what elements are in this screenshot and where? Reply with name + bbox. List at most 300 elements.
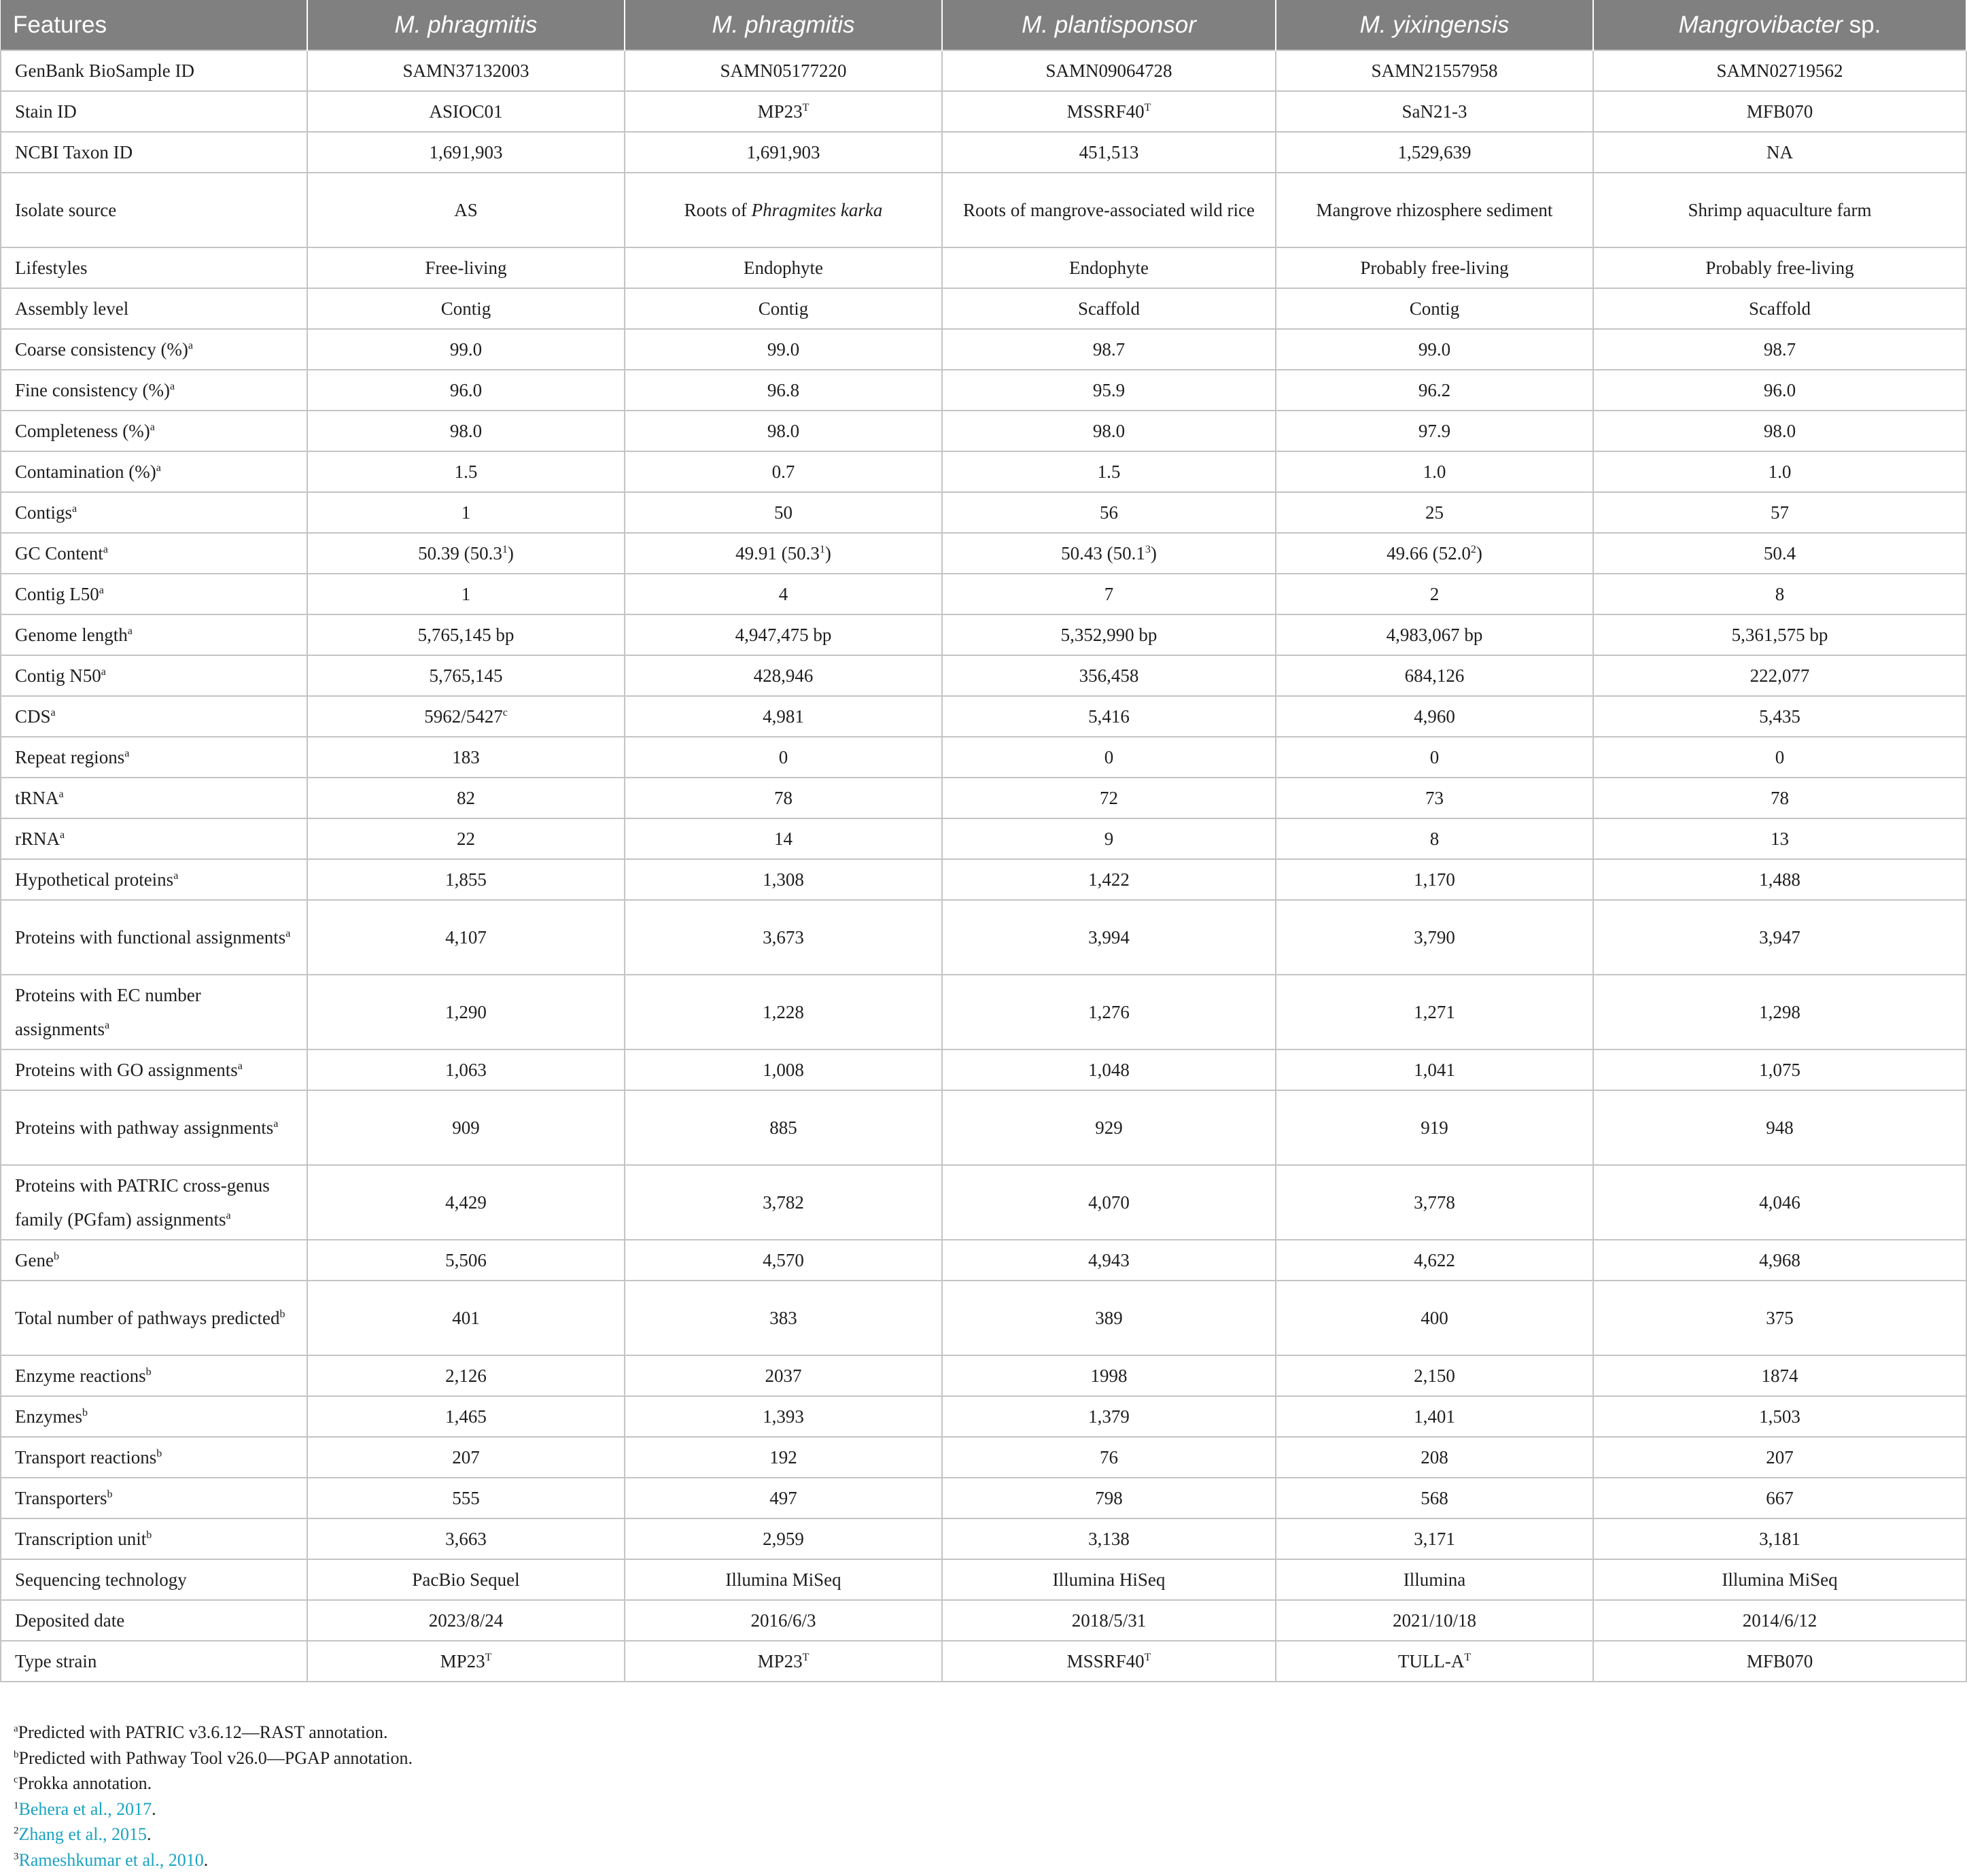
table-cell xyxy=(1593,1090,1966,1165)
footnote-marker: c xyxy=(14,1774,18,1786)
footnote-marker: 2 xyxy=(14,1825,19,1837)
row-label xyxy=(1,818,307,859)
table-cell xyxy=(1593,975,1966,1049)
cell-value: Roots of mangrove-associated wild rice xyxy=(963,200,1255,220)
table-cell xyxy=(1593,329,1966,370)
footnote-mark: a xyxy=(60,829,65,841)
cell-value: 1 xyxy=(461,502,471,523)
table-cell xyxy=(307,329,625,370)
cell-value: 383 xyxy=(769,1308,797,1328)
cell-value: 497 xyxy=(769,1488,797,1508)
table-cell xyxy=(307,574,625,614)
cell-value: MP23 xyxy=(757,1651,803,1671)
cell-value: 1,048 xyxy=(1088,1060,1130,1080)
table-cell xyxy=(1593,288,1966,329)
table-cell xyxy=(625,247,942,288)
cell-value: 389 xyxy=(1095,1308,1123,1328)
row-label-text: Contamination (%) xyxy=(15,462,156,482)
cell-value: 5,435 xyxy=(1759,706,1800,727)
cell-value: 1,170 xyxy=(1414,869,1455,890)
table-cell xyxy=(942,574,1276,614)
table-cell xyxy=(942,818,1276,859)
row-label-text: Gene xyxy=(15,1250,54,1270)
cell-value: 1,393 xyxy=(763,1406,804,1427)
table-cell xyxy=(1276,173,1593,247)
table-cell xyxy=(1276,1049,1593,1090)
row-label xyxy=(1,900,307,975)
row-label-text: Contig N50 xyxy=(15,665,101,686)
cell-superscript: T xyxy=(1464,1652,1472,1663)
cell-superscript: T xyxy=(485,1652,492,1663)
cell-value: 1,063 xyxy=(445,1060,487,1080)
table-cell xyxy=(1276,1090,1593,1165)
table-cell xyxy=(942,329,1276,370)
cell-value: 49.91 (50.3 xyxy=(735,543,820,563)
cell-value: Illumina MiSeq xyxy=(1722,1569,1838,1590)
table-row xyxy=(1,1240,1966,1281)
table-cell xyxy=(1593,1355,1966,1396)
cell-value: 4,968 xyxy=(1759,1250,1800,1270)
table-cell xyxy=(1593,173,1966,247)
cell-value: 3,782 xyxy=(763,1192,804,1213)
cell-value: MFB070 xyxy=(1746,101,1813,122)
row-label-text: Type strain xyxy=(15,1651,97,1671)
cell-superscript: 3 xyxy=(1145,544,1151,555)
table-cell xyxy=(625,1281,942,1355)
table-cell xyxy=(942,91,1276,132)
cell-value: MSSRF40 xyxy=(1066,1651,1145,1671)
table-row xyxy=(1,900,1966,975)
table-row xyxy=(1,1165,1966,1240)
citation-link[interactable]: Rameshkumar et al., 2010 xyxy=(18,1849,204,1870)
row-label-text: Enzyme reactions xyxy=(15,1366,146,1386)
cell-value: 2,126 xyxy=(445,1366,487,1386)
table-cell xyxy=(307,533,625,574)
table-cell xyxy=(942,132,1276,173)
table-cell xyxy=(625,778,942,818)
table-cell xyxy=(307,411,625,451)
cell-value: 2023/8/24 xyxy=(428,1610,504,1631)
table-cell xyxy=(1276,370,1593,411)
table-cell xyxy=(942,1281,1276,1355)
footnotes xyxy=(14,1720,413,1873)
cell-value: 1,401 xyxy=(1414,1406,1455,1427)
row-label-text: Stain ID xyxy=(15,101,77,122)
footnote-text: Prokka annotation. xyxy=(18,1773,152,1793)
table-cell xyxy=(307,370,625,411)
table-cell xyxy=(307,492,625,533)
cell-value: TULL-A xyxy=(1397,1651,1465,1671)
table-cell xyxy=(1593,247,1966,288)
cell-value: 428,946 xyxy=(753,665,814,686)
table-cell xyxy=(625,1049,942,1090)
table-cell xyxy=(942,411,1276,451)
cell-value: 3,171 xyxy=(1414,1529,1455,1549)
cell-value: 96.8 xyxy=(767,380,800,400)
cell-value: 13 xyxy=(1771,829,1789,849)
table-cell xyxy=(942,975,1276,1049)
cell-value: 98.0 xyxy=(449,421,483,441)
cell-value: Mangrove rhizosphere sediment xyxy=(1316,200,1553,220)
table-cell xyxy=(307,1478,625,1518)
footnote xyxy=(14,1771,413,1796)
table-row xyxy=(1,329,1966,370)
cell-value: 1,503 xyxy=(1759,1406,1800,1427)
row-label-text: Genome length xyxy=(15,625,128,645)
table-cell xyxy=(942,50,1276,91)
row-label xyxy=(1,1090,307,1165)
table-cell xyxy=(625,859,942,900)
cell-italic: Phragmites karka xyxy=(751,200,883,220)
table-cell xyxy=(1593,737,1966,778)
table-cell xyxy=(1276,574,1593,614)
footnote-mark: a xyxy=(273,1118,279,1130)
header-rest: sp. xyxy=(1842,11,1881,38)
cell-value: ASIOC01 xyxy=(429,101,503,122)
header-italic: Mangrovibacter xyxy=(1678,11,1843,38)
table-cell xyxy=(307,818,625,859)
table-cell xyxy=(1593,574,1966,614)
cell-value: 400 xyxy=(1421,1308,1448,1328)
cell-value: Probably free-living xyxy=(1705,258,1854,278)
table-cell xyxy=(1276,696,1593,737)
row-label xyxy=(1,696,307,737)
table-row xyxy=(1,696,1966,737)
cell-value: 0.7 xyxy=(771,462,795,482)
table-cell xyxy=(1276,132,1593,173)
row-label xyxy=(1,1165,307,1240)
cell-value: 2037 xyxy=(765,1366,802,1386)
table-cell xyxy=(307,655,625,696)
row-label xyxy=(1,329,307,370)
citation-link[interactable]: Zhang et al., 2015 xyxy=(18,1824,147,1844)
table-cell xyxy=(942,288,1276,329)
cell-tail: ) xyxy=(507,543,514,563)
row-label-text: Proteins with functional assignments xyxy=(15,927,286,948)
table-cell xyxy=(942,533,1276,574)
table-cell xyxy=(625,655,942,696)
table-cell xyxy=(1276,975,1593,1049)
table-cell xyxy=(625,91,942,132)
footnote-mark: a xyxy=(101,666,106,678)
cell-value: 5,765,145 bp xyxy=(417,625,515,645)
cell-value: MFB070 xyxy=(1746,1651,1813,1671)
row-label xyxy=(1,533,307,574)
cell-value: 1.5 xyxy=(1097,462,1121,482)
table-row xyxy=(1,1090,1966,1165)
row-label-text: GenBank BioSample ID xyxy=(15,60,194,81)
cell-value: 96.0 xyxy=(449,380,483,400)
table-cell xyxy=(625,173,942,247)
cell-tail: ) xyxy=(824,543,831,563)
table-cell xyxy=(625,1600,942,1641)
cell-value: Endophyte xyxy=(1069,258,1149,278)
cell-value: Roots of xyxy=(684,200,752,220)
table-row xyxy=(1,288,1966,329)
row-label xyxy=(1,132,307,173)
cell-value: 98.7 xyxy=(1763,339,1796,360)
footnote xyxy=(14,1745,413,1771)
header-italic: M. phragmitis xyxy=(394,11,538,38)
table-cell xyxy=(1593,492,1966,533)
cell-value: 207 xyxy=(452,1447,480,1467)
table-row xyxy=(1,859,1966,900)
row-label-text: Proteins with PATRIC cross-genus family (PGfam) assignments xyxy=(15,1175,270,1230)
cell-value: 192 xyxy=(769,1447,797,1467)
table-cell xyxy=(307,173,625,247)
cell-value: 14 xyxy=(774,829,793,849)
table-cell xyxy=(1593,859,1966,900)
table-cell xyxy=(1593,818,1966,859)
table-cell xyxy=(1593,1478,1966,1518)
table-cell xyxy=(625,696,942,737)
cell-value: PacBio Sequel xyxy=(412,1569,520,1590)
table-cell xyxy=(307,614,625,655)
table-cell xyxy=(1276,50,1593,91)
table-cell xyxy=(1593,1281,1966,1355)
table-row xyxy=(1,737,1966,778)
footnote-text: Predicted with Pathway Tool v26.0—PGAP annotation. xyxy=(18,1748,413,1768)
table-cell xyxy=(625,1478,942,1518)
cell-value: SAMN02719562 xyxy=(1716,60,1843,81)
row-label xyxy=(1,655,307,696)
table-cell xyxy=(307,1518,625,1559)
table-cell xyxy=(1276,1165,1593,1240)
row-label xyxy=(1,1281,307,1355)
footnote-mark: a xyxy=(124,748,130,759)
table-cell xyxy=(625,1518,942,1559)
table-row xyxy=(1,655,1966,696)
table-cell xyxy=(942,492,1276,533)
cell-tail: ) xyxy=(1150,543,1157,563)
row-label-text: tRNA xyxy=(15,788,59,808)
footnote-mark: a xyxy=(237,1060,243,1072)
cell-value: 1,308 xyxy=(763,869,804,890)
cell-value: 2014/6/12 xyxy=(1742,1610,1817,1631)
cell-value: Free-living xyxy=(425,258,507,278)
table-cell xyxy=(625,533,942,574)
cell-value: Contig xyxy=(1409,298,1460,319)
row-label xyxy=(1,1478,307,1518)
cell-value: 50.43 (50.1 xyxy=(1061,543,1145,563)
footnote-tail: . xyxy=(152,1799,156,1819)
cell-value: 183 xyxy=(452,747,480,767)
table-row xyxy=(1,1559,1966,1600)
table-cell xyxy=(1593,411,1966,451)
table-cell xyxy=(1276,91,1593,132)
header-species xyxy=(1276,0,1593,50)
table-cell xyxy=(625,614,942,655)
table-cell xyxy=(1276,492,1593,533)
table-cell xyxy=(625,370,942,411)
row-label xyxy=(1,411,307,451)
table-cell xyxy=(942,173,1276,247)
citation-link[interactable]: Behera et al., 2017 xyxy=(18,1799,152,1819)
cell-value: SaN21-3 xyxy=(1402,101,1467,122)
cell-tail: ) xyxy=(1476,543,1482,563)
cell-value: 49.66 (52.0 xyxy=(1387,543,1471,563)
table-row xyxy=(1,492,1966,533)
footnote-mark: a xyxy=(105,1020,110,1031)
cell-value: 2 xyxy=(1429,584,1440,604)
table-cell xyxy=(625,1559,942,1600)
cell-value: SAMN05177220 xyxy=(720,60,847,81)
cell-value: 1,228 xyxy=(763,1002,804,1022)
cell-value: 2,150 xyxy=(1414,1366,1455,1386)
table-row xyxy=(1,91,1966,132)
cell-value: 207 xyxy=(1766,1447,1794,1467)
footnote-mark: a xyxy=(285,928,291,939)
table-cell xyxy=(942,859,1276,900)
cell-value: Scaffold xyxy=(1078,298,1140,319)
cell-value: 4,107 xyxy=(445,927,487,948)
table-row xyxy=(1,1600,1966,1641)
row-label xyxy=(1,91,307,132)
table-cell xyxy=(625,574,942,614)
row-label-text: Contigs xyxy=(15,502,73,523)
cell-value: 72 xyxy=(1100,788,1118,808)
row-label xyxy=(1,1437,307,1478)
row-label-text: Isolate source xyxy=(15,200,117,220)
table-cell xyxy=(1276,1600,1593,1641)
cell-value: 98.0 xyxy=(1092,421,1126,441)
footnote-mark: a xyxy=(156,462,161,474)
row-label xyxy=(1,288,307,329)
cell-value: 1.5 xyxy=(454,462,478,482)
cell-value: 4,960 xyxy=(1414,706,1455,727)
cell-value: 1,691,903 xyxy=(746,142,820,162)
footnote xyxy=(14,1796,413,1822)
table-cell xyxy=(942,614,1276,655)
cell-value: 5,506 xyxy=(445,1250,487,1270)
cell-value: 798 xyxy=(1095,1488,1123,1508)
cell-value: 25 xyxy=(1425,502,1444,523)
table-cell xyxy=(1593,900,1966,975)
footnote-mark: b xyxy=(279,1308,285,1320)
cell-value: 684,126 xyxy=(1404,665,1465,686)
header-italic: M. plantisponsor xyxy=(1022,11,1196,38)
cell-value: 451,513 xyxy=(1079,142,1139,162)
table-cell xyxy=(1593,533,1966,574)
table-cell xyxy=(1593,1396,1966,1437)
table-cell xyxy=(1593,50,1966,91)
table-row xyxy=(1,370,1966,411)
table-cell xyxy=(1276,900,1593,975)
footnote-tail: . xyxy=(203,1849,209,1870)
row-label-text: rRNA xyxy=(15,829,60,849)
cell-superscript: T xyxy=(1144,102,1151,114)
table-cell xyxy=(942,1641,1276,1682)
table-cell xyxy=(942,247,1276,288)
table-cell xyxy=(625,411,942,451)
cell-value: 2016/6/3 xyxy=(750,1610,816,1631)
cell-value: 99.0 xyxy=(1418,339,1451,360)
cell-value: Shrimp aquaculture farm xyxy=(1688,200,1872,220)
table-row xyxy=(1,1396,1966,1437)
row-label-text: Sequencing technology xyxy=(15,1569,187,1590)
cell-value: NA xyxy=(1766,142,1793,162)
cell-superscript: 1 xyxy=(819,544,825,555)
table-cell xyxy=(942,370,1276,411)
cell-value: 4 xyxy=(778,584,788,604)
footnote-mark: a xyxy=(127,625,133,637)
row-label-text: Total number of pathways predicted xyxy=(15,1308,280,1328)
footnote-mark: a xyxy=(72,503,77,515)
cell-superscript: T xyxy=(802,102,810,114)
cell-value: 5,416 xyxy=(1088,706,1130,727)
table-cell xyxy=(625,132,942,173)
table-cell xyxy=(1593,1559,1966,1600)
table-row xyxy=(1,778,1966,818)
row-label xyxy=(1,737,307,778)
cell-value: 99.0 xyxy=(449,339,483,360)
table-cell xyxy=(1593,1518,1966,1559)
table-cell xyxy=(1276,1240,1593,1281)
row-label xyxy=(1,614,307,655)
row-label xyxy=(1,859,307,900)
cell-value: 73 xyxy=(1425,788,1444,808)
cell-value: 1,041 xyxy=(1414,1060,1455,1080)
table-cell xyxy=(1593,1437,1966,1478)
cell-value: 1.0 xyxy=(1423,462,1446,482)
row-label xyxy=(1,778,307,818)
cell-value: 78 xyxy=(774,788,793,808)
row-label xyxy=(1,975,307,1049)
cell-value: Illumina MiSeq xyxy=(725,1569,841,1590)
cell-value: 99.0 xyxy=(767,339,800,360)
cell-value: MP23 xyxy=(757,101,803,122)
footnote-mark: b xyxy=(156,1448,162,1459)
footnote-mark: b xyxy=(53,1251,59,1262)
cell-value: 1,276 xyxy=(1088,1002,1130,1022)
row-label-text: Transport reactions xyxy=(15,1447,157,1467)
table-cell xyxy=(942,1437,1276,1478)
table-cell xyxy=(942,1355,1276,1396)
cell-value: 0 xyxy=(1775,747,1785,767)
table-cell xyxy=(307,288,625,329)
table-cell xyxy=(307,696,625,737)
header-species xyxy=(625,0,942,50)
footnote-marker: 1 xyxy=(14,1799,19,1811)
table-cell xyxy=(1276,288,1593,329)
cell-value: Endophyte xyxy=(744,258,823,278)
cell-value: 667 xyxy=(1766,1488,1794,1508)
cell-value: 22 xyxy=(457,829,475,849)
table-row xyxy=(1,132,1966,173)
table-cell xyxy=(1593,655,1966,696)
cell-value: 0 xyxy=(1104,747,1114,767)
table-cell xyxy=(1276,1396,1593,1437)
footnote-mark: a xyxy=(169,381,175,392)
table-cell xyxy=(1276,247,1593,288)
cell-value: 5,361,575 bp xyxy=(1731,625,1828,645)
table-cell xyxy=(625,1090,942,1165)
table-cell xyxy=(307,1281,625,1355)
cell-value: 1,488 xyxy=(1759,869,1800,890)
cell-value: 8 xyxy=(1429,829,1440,849)
row-label xyxy=(1,50,307,91)
table-cell xyxy=(1276,778,1593,818)
table-cell xyxy=(307,859,625,900)
table-cell xyxy=(625,1641,942,1682)
row-label xyxy=(1,574,307,614)
footnote-mark: a xyxy=(50,707,56,718)
table-cell xyxy=(1593,1600,1966,1641)
cell-value: 1,529,639 xyxy=(1397,142,1472,162)
cell-value: 0 xyxy=(778,747,788,767)
table-row xyxy=(1,173,1966,247)
row-label xyxy=(1,1240,307,1281)
